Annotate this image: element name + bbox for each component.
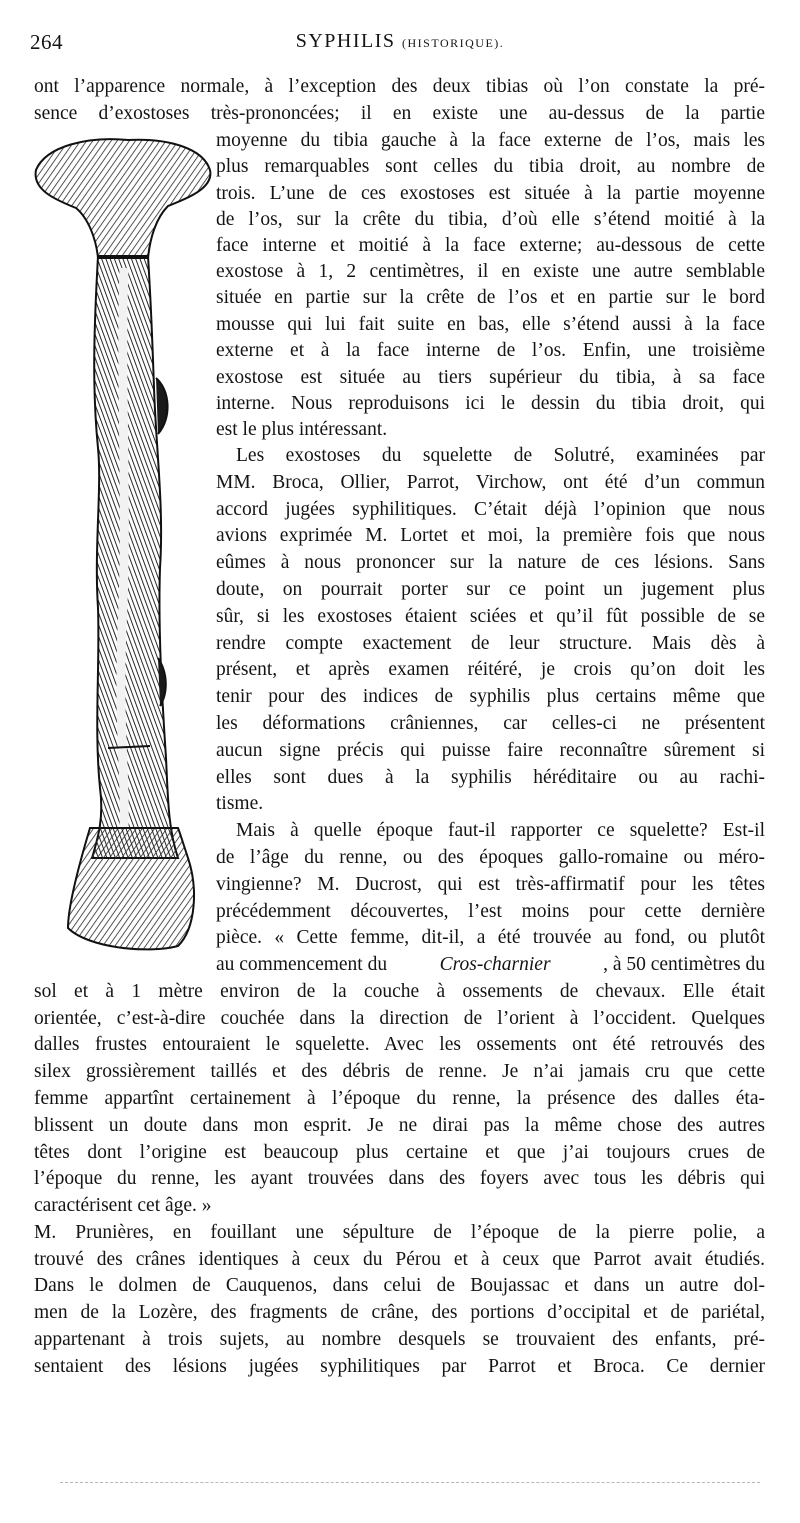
text-line: précédemment découvertes, l’est moins pour cette dernière (216, 901, 765, 922)
text-line: dalles frustes entouraient le squelette. Avec les ossements ont été retrouvés des (34, 1034, 765, 1055)
text-line: moyenne du tibia gauche à la face externe de l’os, mais les (216, 130, 765, 151)
text-line: accord jugées syphilitiques. C’était déjà l’opinion que nous (216, 499, 765, 520)
text-line: sentaient des lésions jugées syphilitiques par Parrot et Broca. Ce dernier (34, 1356, 765, 1377)
page-number: 264 (30, 30, 63, 54)
text-line: présent, et après examen réitéré, je crois qu’on doit les (216, 659, 765, 680)
text-segment: , à 50 centimètres du (603, 954, 765, 975)
text-line: mousse qui lui fait suite en bas, elle s’étend aussi à la face (216, 314, 765, 335)
text-line: Les exostoses du squelette de Solutré, examinées par (236, 445, 765, 466)
footer-rule (60, 1482, 760, 1483)
text-italic-segment: Cros-charnier (439, 954, 551, 975)
running-title-main: SYPHILIS (295, 30, 396, 52)
text-line: caractérisent cet âge. » (34, 1195, 212, 1216)
running-title-sub: (HISTORIQUE). (402, 36, 505, 50)
text-line: plus remarquables sont celles du tibia droit, au nombre de (216, 156, 765, 177)
text-line: de l’os, sur la crête du tibia, d’où elle s’étend moitié à la (216, 209, 765, 230)
text-line: silex grossièrement taillés et des débris de renne. Je n’ai jamais cru que cette (34, 1061, 765, 1082)
text-segment: au commencement du (216, 954, 388, 975)
text-line: trois. L’une de ces exostoses est située à la partie moyenne (216, 183, 765, 204)
text-line: tenir pour des indices de syphilis plus certains même que (216, 686, 765, 707)
text-line: blissent un doute dans mon esprit. Je ne dirai pas la même chose des autres (34, 1115, 765, 1136)
text-line: située en partie sur la crête de l’os et en partie sur le bord (216, 287, 765, 308)
text-line: face interne et moitié à la face externe; au-dessous de cette (216, 235, 765, 256)
text-line: est le plus intéressant. (216, 419, 388, 440)
tibia-bone-icon (28, 128, 218, 958)
tibia-figure (28, 128, 218, 958)
text-line: rendre compte exactement de leur structure. Mais dès à (216, 633, 765, 654)
text-line: appartenant à trois sujets, au nombre desquels se trouvaient des enfants, pré- (34, 1329, 765, 1350)
text-line: vingienne? M. Ducrost, qui est très-affirmatif pour les têtes (216, 874, 765, 895)
page-header (30, 30, 770, 60)
text-line: sence d’exostoses très-prononcées; il en existe une au-dessus de la partie (34, 103, 765, 124)
text-line: men de la Lozère, des fragments de crâne, des portions d’occipital et de pariétal, (34, 1302, 765, 1323)
text-line: eûmes à nous prononcer sur la nature de ces lésions. Sans (216, 552, 765, 573)
text-line: exostose à 1, 2 centimètres, il en existe une autre semblable (216, 261, 765, 282)
text-line: orientée, c’est-à-dire couchée dans la direction de l’orient à l’occident. Quelques (34, 1008, 765, 1029)
text-line: l’époque du renne, les ayant trouvées dans des foyers avec tous les débris qui (34, 1168, 765, 1189)
text-line: M. Prunières, en fouillant une sépulture de l’époque de la pierre polie, a (34, 1222, 765, 1243)
running-title (30, 30, 770, 53)
text-line: externe et à la face interne de l’os. Enfin, une troisième (216, 340, 765, 361)
text-line: sol et à 1 mètre environ de la couche à ossements de chevaux. Elle était (34, 981, 765, 1002)
text-line: exostose est située au tiers supérieur du tibia, à sa face (216, 367, 765, 388)
text-line: femme appartînt certainement à l’époque du renne, la présence des dalles éta- (34, 1088, 765, 1109)
text-line: sûr, si les exostoses étaient sciées et qu’il fût possible de se (216, 606, 765, 627)
text-line: têtes dont l’origine est beaucoup plus certaine et que j’ai toujours crues de (34, 1142, 765, 1163)
text-line: de l’âge du renne, ou des époques gallo-romaine ou méro- (216, 847, 765, 868)
text-line: Dans le dolmen de Cauquenos, dans celui de Boujassac et dans un autre dol- (34, 1275, 765, 1296)
text-line (216, 951, 765, 978)
text-line: doute, on pourrait porter sur ce point un jugement plus (216, 579, 765, 600)
text-line: ont l’apparence normale, à l’exception des deux tibias où l’on constate la pré- (34, 76, 765, 97)
text-line: elles sont dues à la syphilis héréditaire ou au rachi- (216, 767, 765, 788)
text-line: interne. Nous reproduisons ici le dessin du tibia droit, qui (216, 393, 765, 414)
text-line: pièce. « Cette femme, dit-il, a été trouvée au fond, ou plutôt (216, 927, 765, 948)
text-line: avions exprimée M. Lortet et moi, la première fois que nous (216, 525, 765, 546)
text-line: trouvé des crânes identiques à ceux du Pérou et à ceux que Parrot avait étudiés. (34, 1249, 765, 1270)
text-line: MM. Broca, Ollier, Parrot, Virchow, ont été d’un commun (216, 472, 765, 493)
text-line: les déformations crâniennes, car celles-ci ne présentent (216, 713, 765, 734)
text-line: aucun signe précis qui puisse faire reconnaître sûrement si (216, 740, 765, 761)
text-line: Mais à quelle époque faut-il rapporter ce squelette? Est-il (236, 820, 765, 841)
text-line: tisme. (216, 793, 264, 814)
